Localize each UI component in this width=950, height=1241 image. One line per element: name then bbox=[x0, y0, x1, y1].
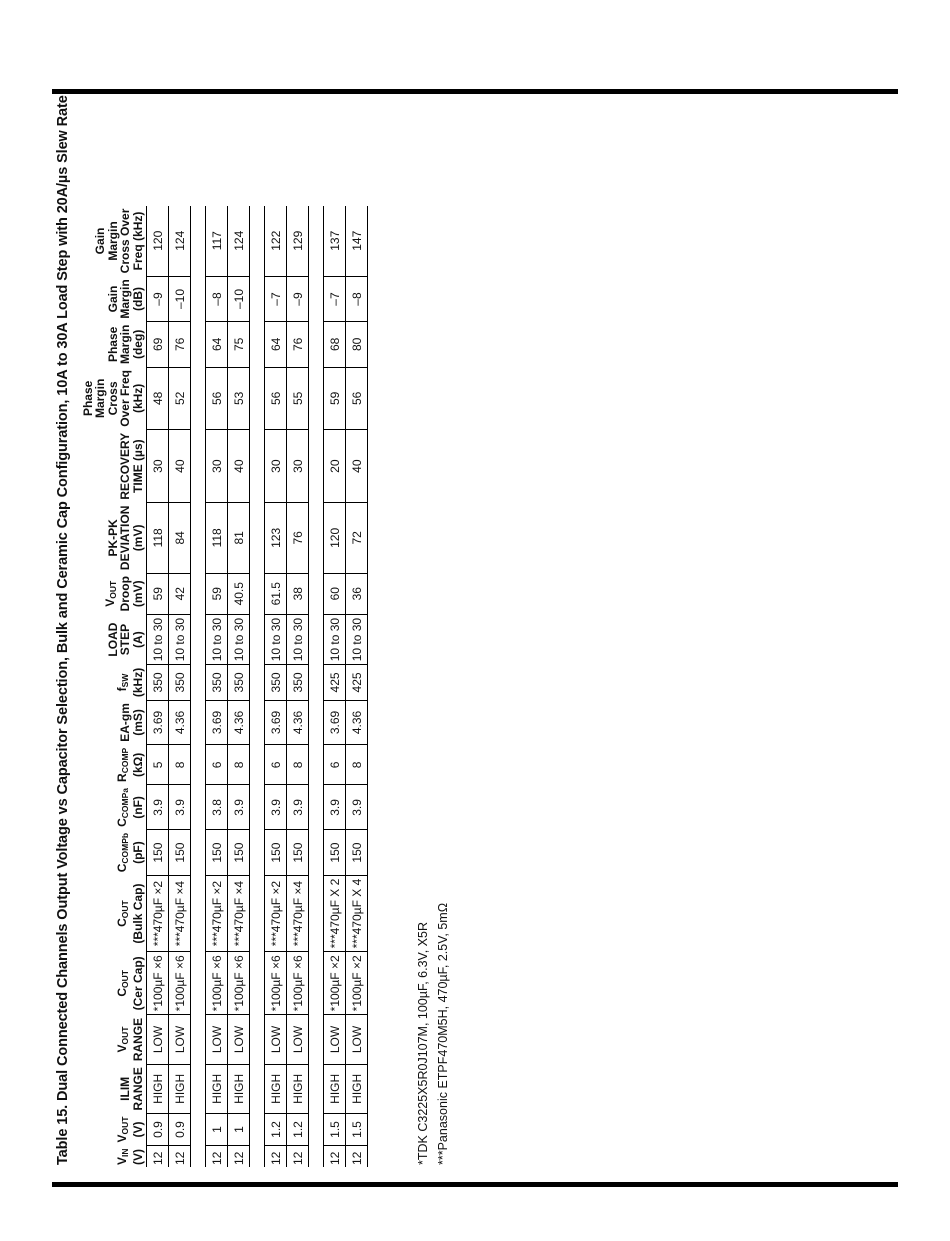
table-cell: 76 bbox=[287, 322, 309, 367]
table-cell: *100µF ×6 bbox=[206, 952, 228, 1015]
table-row bbox=[265, 206, 287, 1167]
top-rule bbox=[52, 89, 898, 94]
capacitor-selection-table bbox=[78, 206, 368, 1167]
table-cell: –10 bbox=[169, 276, 191, 321]
table-cell: 12 bbox=[206, 1145, 228, 1167]
table-cell: 68 bbox=[324, 322, 346, 367]
table-cell: 55 bbox=[287, 367, 309, 430]
table-cell: ***470µF X 2 bbox=[324, 875, 346, 952]
table-cell: 1 bbox=[206, 1114, 228, 1146]
table-cell: 8 bbox=[228, 745, 250, 785]
table-cell: 10 to 30 bbox=[169, 614, 191, 664]
table-cell: 5 bbox=[147, 745, 169, 785]
table-cell: 10 to 30 bbox=[346, 614, 368, 664]
table-cell: –7 bbox=[324, 276, 346, 321]
group-spacer bbox=[191, 206, 206, 1167]
table-cell: 425 bbox=[324, 665, 346, 700]
table-cell: –9 bbox=[287, 276, 309, 321]
table-cell: *100µF ×6 bbox=[147, 952, 169, 1015]
table-cell: 56 bbox=[206, 367, 228, 430]
table-cell: 4.36 bbox=[346, 700, 368, 745]
table-cell: 3.8 bbox=[206, 785, 228, 830]
header-row bbox=[78, 206, 147, 1167]
table-row bbox=[324, 206, 346, 1167]
table-cell: 20 bbox=[324, 430, 346, 503]
table-cell: ***470µF ×2 bbox=[206, 875, 228, 952]
table-cell: 129 bbox=[287, 206, 309, 277]
table-cell: 56 bbox=[265, 367, 287, 430]
header-ccompb: $C_{COMPb}$ (pF) bbox=[78, 830, 147, 875]
header-pkpk-deviation: PK-PK DEVIATION (mV) bbox=[78, 503, 147, 573]
table-cell: ***470µF ×2 bbox=[147, 875, 169, 952]
table-cell: 123 bbox=[265, 503, 287, 573]
table-cell: 150 bbox=[147, 830, 169, 875]
table-cell: HIGH bbox=[287, 1064, 309, 1113]
table-cell: 1.2 bbox=[265, 1114, 287, 1146]
table-cell: 118 bbox=[206, 503, 228, 573]
table-cell: 350 bbox=[228, 665, 250, 700]
table-cell: 4.36 bbox=[228, 700, 250, 745]
table-cell: 69 bbox=[147, 322, 169, 367]
table-cell: 12 bbox=[324, 1145, 346, 1167]
table-cell: 8 bbox=[346, 745, 368, 785]
header-gain-margin: Gain Margin (dB) bbox=[78, 276, 147, 321]
table-cell: HIGH bbox=[206, 1064, 228, 1113]
table-cell: LOW bbox=[228, 1015, 250, 1064]
table-cell: 75 bbox=[228, 322, 250, 367]
table-cell: 1.2 bbox=[287, 1114, 309, 1146]
group-spacer bbox=[309, 206, 324, 1167]
table-cell: 42 bbox=[169, 573, 191, 614]
table-cell: 10 to 30 bbox=[206, 614, 228, 664]
table-cell: 3.69 bbox=[324, 700, 346, 745]
table-cell: 124 bbox=[169, 206, 191, 277]
table-cell: LOW bbox=[287, 1015, 309, 1064]
table-cell: 117 bbox=[206, 206, 228, 277]
header-fsw: $f_{SW}$ (kHz) bbox=[78, 665, 147, 700]
table-cell: ***470µF X 4 bbox=[346, 875, 368, 952]
table-cell: 80 bbox=[346, 322, 368, 367]
table-cell: 3.9 bbox=[324, 785, 346, 830]
table-row bbox=[206, 206, 228, 1167]
header-vout-droop: $V_{OUT}$ Droop (mV) bbox=[78, 573, 147, 614]
table-cell: 425 bbox=[346, 665, 368, 700]
table-cell: *100µF ×6 bbox=[265, 952, 287, 1015]
table-cell: HIGH bbox=[147, 1064, 169, 1113]
header-vout: $V_{OUT}$ (V) bbox=[78, 1114, 147, 1146]
table-cell: 12 bbox=[147, 1145, 169, 1167]
table-cell: 137 bbox=[324, 206, 346, 277]
footnote-panasonic: ***Panasonic ETPF470M5H, 470µF, 2.5V, 5mΩ bbox=[436, 902, 450, 1165]
table-cell: 12 bbox=[228, 1145, 250, 1167]
table-cell: 30 bbox=[147, 430, 169, 503]
table-cell: –8 bbox=[206, 276, 228, 321]
table-cell: 350 bbox=[206, 665, 228, 700]
table-cell: 3.9 bbox=[228, 785, 250, 830]
table-cell: 150 bbox=[169, 830, 191, 875]
table-cell: 12 bbox=[265, 1145, 287, 1167]
table-cell: 12 bbox=[287, 1145, 309, 1167]
table-cell: 147 bbox=[346, 206, 368, 277]
table-cell: 56 bbox=[346, 367, 368, 430]
table-cell: HIGH bbox=[228, 1064, 250, 1113]
table-cell: 52 bbox=[169, 367, 191, 430]
table-cell: 4.36 bbox=[287, 700, 309, 745]
table-cell: 81 bbox=[228, 503, 250, 573]
table-cell: 122 bbox=[265, 206, 287, 277]
table-row bbox=[169, 206, 191, 1167]
table-cell: 53 bbox=[228, 367, 250, 430]
header-eagm: EA-gm (mS) bbox=[78, 700, 147, 745]
table-cell: 3.9 bbox=[169, 785, 191, 830]
table-cell: LOW bbox=[324, 1015, 346, 1064]
table-cell: 3.9 bbox=[346, 785, 368, 830]
table-cell: –9 bbox=[147, 276, 169, 321]
footnote-tdk: *TDK C3225X5R0J107M, 100µF, 6.3V, X5R bbox=[416, 922, 430, 1165]
table-cell: 350 bbox=[147, 665, 169, 700]
table-cell: *100µF ×2 bbox=[324, 952, 346, 1015]
table-cell: 60 bbox=[324, 573, 346, 614]
header-cout-cer: $C_{OUT}$ (Cer Cap) bbox=[78, 952, 147, 1015]
table-cell: 40 bbox=[169, 430, 191, 503]
header-phase-margin: Phase Margin (deg) bbox=[78, 322, 147, 367]
table-cell: 40 bbox=[346, 430, 368, 503]
table-cell: 64 bbox=[265, 322, 287, 367]
table-cell: 6 bbox=[324, 745, 346, 785]
table-cell: 1.5 bbox=[324, 1114, 346, 1146]
table-body bbox=[147, 206, 368, 1167]
table-cell: 4.36 bbox=[169, 700, 191, 745]
table-row bbox=[346, 206, 368, 1167]
bottom-rule bbox=[52, 1182, 898, 1187]
table-cell: 8 bbox=[169, 745, 191, 785]
table-cell: HIGH bbox=[265, 1064, 287, 1113]
table-cell: 36 bbox=[346, 573, 368, 614]
table-cell: 10 to 30 bbox=[228, 614, 250, 664]
table-cell: 3.9 bbox=[265, 785, 287, 830]
table-cell: 150 bbox=[324, 830, 346, 875]
table-cell: 12 bbox=[346, 1145, 368, 1167]
table-cell: 10 to 30 bbox=[324, 614, 346, 664]
table-cell: 3.69 bbox=[206, 700, 228, 745]
table-cell: 59 bbox=[147, 573, 169, 614]
table-cell: ***470µF ×4 bbox=[169, 875, 191, 952]
table-cell: *100µF ×6 bbox=[287, 952, 309, 1015]
table-cell: 350 bbox=[287, 665, 309, 700]
table-cell: 124 bbox=[228, 206, 250, 277]
table-cell: 150 bbox=[265, 830, 287, 875]
table-cell: 8 bbox=[287, 745, 309, 785]
table-cell: 10 to 30 bbox=[287, 614, 309, 664]
table-cell: 10 to 30 bbox=[147, 614, 169, 664]
header-ilim-range: ILIM RANGE bbox=[78, 1064, 147, 1113]
table-cell: 48 bbox=[147, 367, 169, 430]
table-cell: 150 bbox=[287, 830, 309, 875]
header-vout-range: $V_{OUT}$ RANGE bbox=[78, 1015, 147, 1064]
header-vin: $V_{IN}$ (V) bbox=[78, 1145, 147, 1167]
header-gain-margin-freq: Gain Margin Cross Over Freq (kHz) bbox=[78, 206, 147, 277]
table-cell: 118 bbox=[147, 503, 169, 573]
table-cell: 0.9 bbox=[169, 1114, 191, 1146]
table-cell: ***470µF ×4 bbox=[287, 875, 309, 952]
footnotes bbox=[413, 903, 453, 1165]
table-cell: 76 bbox=[287, 503, 309, 573]
table-cell: 350 bbox=[169, 665, 191, 700]
table-cell: 61.5 bbox=[265, 573, 287, 614]
table-cell: –8 bbox=[346, 276, 368, 321]
table-cell: HIGH bbox=[346, 1064, 368, 1113]
table-cell: 72 bbox=[346, 503, 368, 573]
table-cell: LOW bbox=[206, 1015, 228, 1064]
table-cell: –10 bbox=[228, 276, 250, 321]
table-cell: 10 to 30 bbox=[265, 614, 287, 664]
table-row bbox=[228, 206, 250, 1167]
table-cell: 1 bbox=[228, 1114, 250, 1146]
table-cell: 3.9 bbox=[147, 785, 169, 830]
table-cell: 120 bbox=[324, 503, 346, 573]
table-row bbox=[287, 206, 309, 1167]
rotated-table-block bbox=[55, 95, 475, 1167]
group-spacer bbox=[250, 206, 265, 1167]
table-cell: –7 bbox=[265, 276, 287, 321]
table-cell: 0.9 bbox=[147, 1114, 169, 1146]
table-cell: 40 bbox=[228, 430, 250, 503]
table-cell: 12 bbox=[169, 1145, 191, 1167]
table-cell: 40.5 bbox=[228, 573, 250, 614]
table-row bbox=[147, 206, 169, 1167]
table-cell: 150 bbox=[206, 830, 228, 875]
table-cell: LOW bbox=[169, 1015, 191, 1064]
table-cell: 64 bbox=[206, 322, 228, 367]
table-cell: 120 bbox=[147, 206, 169, 277]
table-cell: ***470µF ×4 bbox=[228, 875, 250, 952]
table-cell: ***470µF ×2 bbox=[265, 875, 287, 952]
table-cell: 84 bbox=[169, 503, 191, 573]
table-cell: 6 bbox=[206, 745, 228, 785]
table-cell: 59 bbox=[206, 573, 228, 614]
header-ccompa: $C_{COMPa}$ (nF) bbox=[78, 785, 147, 830]
table-title: Table 15. Dual Connected Channels Output Voltage vs Capacitor Selection, Bulk and Ceramic Cap Configuration, 10A to 30A Load Step with 20A/µs Slew Rate bbox=[55, 95, 71, 1165]
table-cell: 350 bbox=[265, 665, 287, 700]
table-cell: *100µF ×6 bbox=[228, 952, 250, 1015]
table-cell: 30 bbox=[287, 430, 309, 503]
table-cell: 6 bbox=[265, 745, 287, 785]
table-cell: 30 bbox=[265, 430, 287, 503]
header-load-step: LOAD STEP (A) bbox=[78, 614, 147, 664]
table-cell: 3.9 bbox=[287, 785, 309, 830]
table-cell: 150 bbox=[228, 830, 250, 875]
table-cell: *100µF ×2 bbox=[346, 952, 368, 1015]
header-phase-margin-freq: Phase Margin Cross Over Freq (kHz) bbox=[78, 367, 147, 430]
table-cell: 38 bbox=[287, 573, 309, 614]
table-cell: 150 bbox=[346, 830, 368, 875]
table-cell: LOW bbox=[147, 1015, 169, 1064]
table-cell: HIGH bbox=[324, 1064, 346, 1113]
table-cell: 76 bbox=[169, 322, 191, 367]
table-cell: LOW bbox=[346, 1015, 368, 1064]
table-cell: *100µF ×6 bbox=[169, 952, 191, 1015]
header-rcomp: $R_{COMP}$ (kΩ) bbox=[78, 745, 147, 785]
table-cell: 30 bbox=[206, 430, 228, 503]
table-cell: 59 bbox=[324, 367, 346, 430]
table-cell: HIGH bbox=[169, 1064, 191, 1113]
table-cell: 3.69 bbox=[265, 700, 287, 745]
header-recovery-time: RECOVERY TIME (µs) bbox=[78, 430, 147, 503]
table-cell: LOW bbox=[265, 1015, 287, 1064]
header-cout-bulk: $C_{OUT}$ (Bulk Cap) bbox=[78, 875, 147, 952]
table-cell: 3.69 bbox=[147, 700, 169, 745]
table-cell: 1.5 bbox=[346, 1114, 368, 1146]
